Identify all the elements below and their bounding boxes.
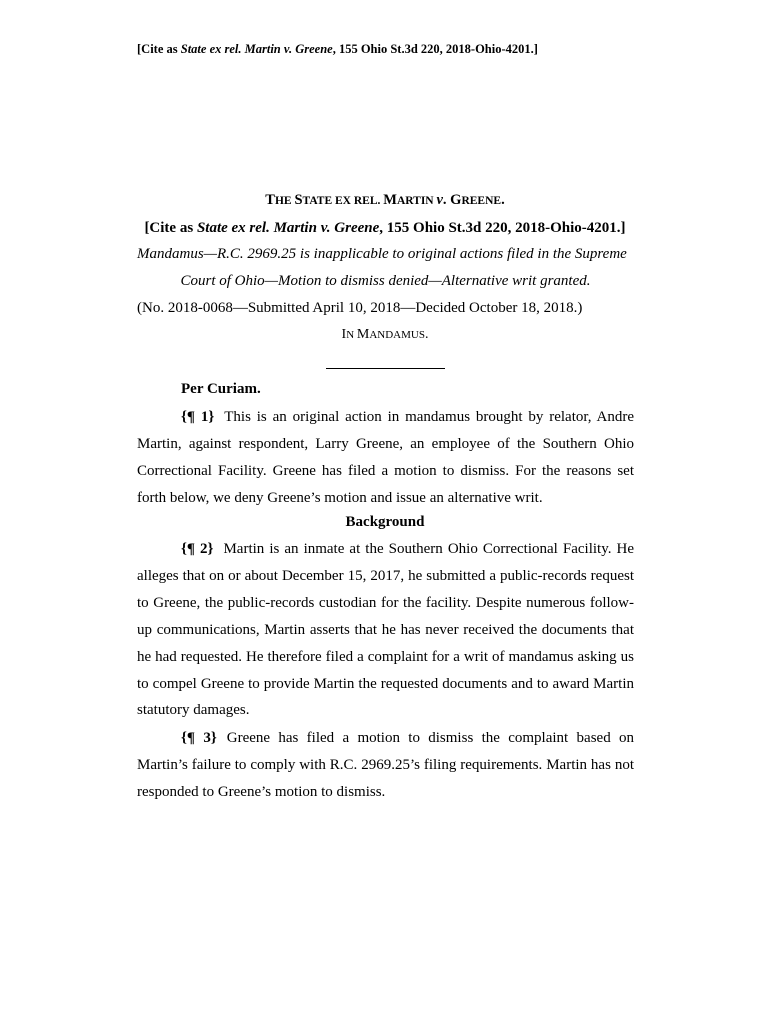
caption-part: HE: [274, 195, 295, 207]
caption-part: T: [265, 192, 275, 208]
cite-prefix: [Cite as: [137, 42, 181, 56]
proceeding-part: ANDAMUS: [369, 329, 425, 341]
paragraph-1: [137, 404, 634, 512]
caption-citation: [0, 220, 770, 237]
paragraph-2: [137, 536, 634, 724]
proceeding-type: [0, 327, 770, 343]
case-caption: [0, 192, 770, 209]
paragraph-text: Martin is an inmate at the Southern Ohio Correctional Facility. He alleges that on or about December 15, 2017, he submitted a public-records request to Greene, the public-records custodian for the facility. Despite numerous follow-up communications, Martin asserts that he has never received the documents that he had requested. He therefore filed a complaint for a writ of mandamus asking us to compel Greene to provide Martin the requested documents and to award Martin statutory damages.: [137, 541, 635, 719]
cite-prefix: [Cite as: [144, 220, 197, 236]
proceeding-part: N: [346, 329, 357, 341]
cite-case-name: State ex rel. Martin v. Greene: [180, 42, 333, 56]
caption-part: v: [436, 192, 443, 208]
caption-part: ARTIN: [396, 195, 437, 207]
caption-part: M: [383, 192, 397, 208]
paragraph-text: This is an original action in mandamus brought by relator, Andre Martin, against respondent, Larry Greene, an employee of the Southern Ohio Correctional Facility. Greene has filed a motion to dismiss. For the reasons set forth below, we deny Greene’s motion and issue an alternative writ.: [137, 409, 635, 506]
paragraph-text: Greene has filed a motion to dismiss the complaint based on Martin’s failure to comply with R.C. 2969.25’s filing requirements. Martin has not responded to Greene’s motion to dismiss.: [137, 730, 635, 800]
proceeding-part: M: [356, 327, 370, 342]
syllabus-line-2: Court of Ohio—Motion to dismiss denied—Alternative writ granted.: [180, 273, 591, 289]
per-curiam-heading: Per Curiam.: [181, 381, 261, 397]
caption-part: REENE: [461, 195, 502, 207]
section-heading-background: Background: [345, 514, 425, 530]
caption-part: S: [294, 192, 303, 208]
cite-suffix: , 155 Ohio St.3d 220, 2018-Ohio-4201.]: [332, 42, 538, 56]
caption-part: .: [501, 192, 505, 208]
paragraph-number: {¶ 3}: [181, 730, 217, 746]
caption-part: . G: [442, 192, 462, 208]
paragraph-number: {¶ 2}: [181, 541, 214, 557]
caption-part: TATE EX REL.: [302, 195, 384, 207]
syllabus-line-1: Mandamus—R.C. 2969.25 is inapplicable to original actions filed in the Supreme: [137, 246, 627, 262]
proceeding-part: I: [341, 327, 347, 342]
divider-rule: [326, 368, 445, 369]
paragraph-3: [137, 725, 634, 806]
cite-suffix: , 155 Ohio St.3d 220, 2018-Ohio-4201.]: [379, 220, 626, 236]
proceeding-part: .: [424, 327, 429, 342]
cite-case-name: State ex rel. Martin v. Greene: [196, 220, 380, 236]
running-header-citation: [137, 42, 538, 57]
paragraph-number: {¶ 1}: [181, 409, 215, 425]
docket-line: (No. 2018-0068—Submitted April 10, 2018—Decided October 18, 2018.): [137, 300, 583, 316]
